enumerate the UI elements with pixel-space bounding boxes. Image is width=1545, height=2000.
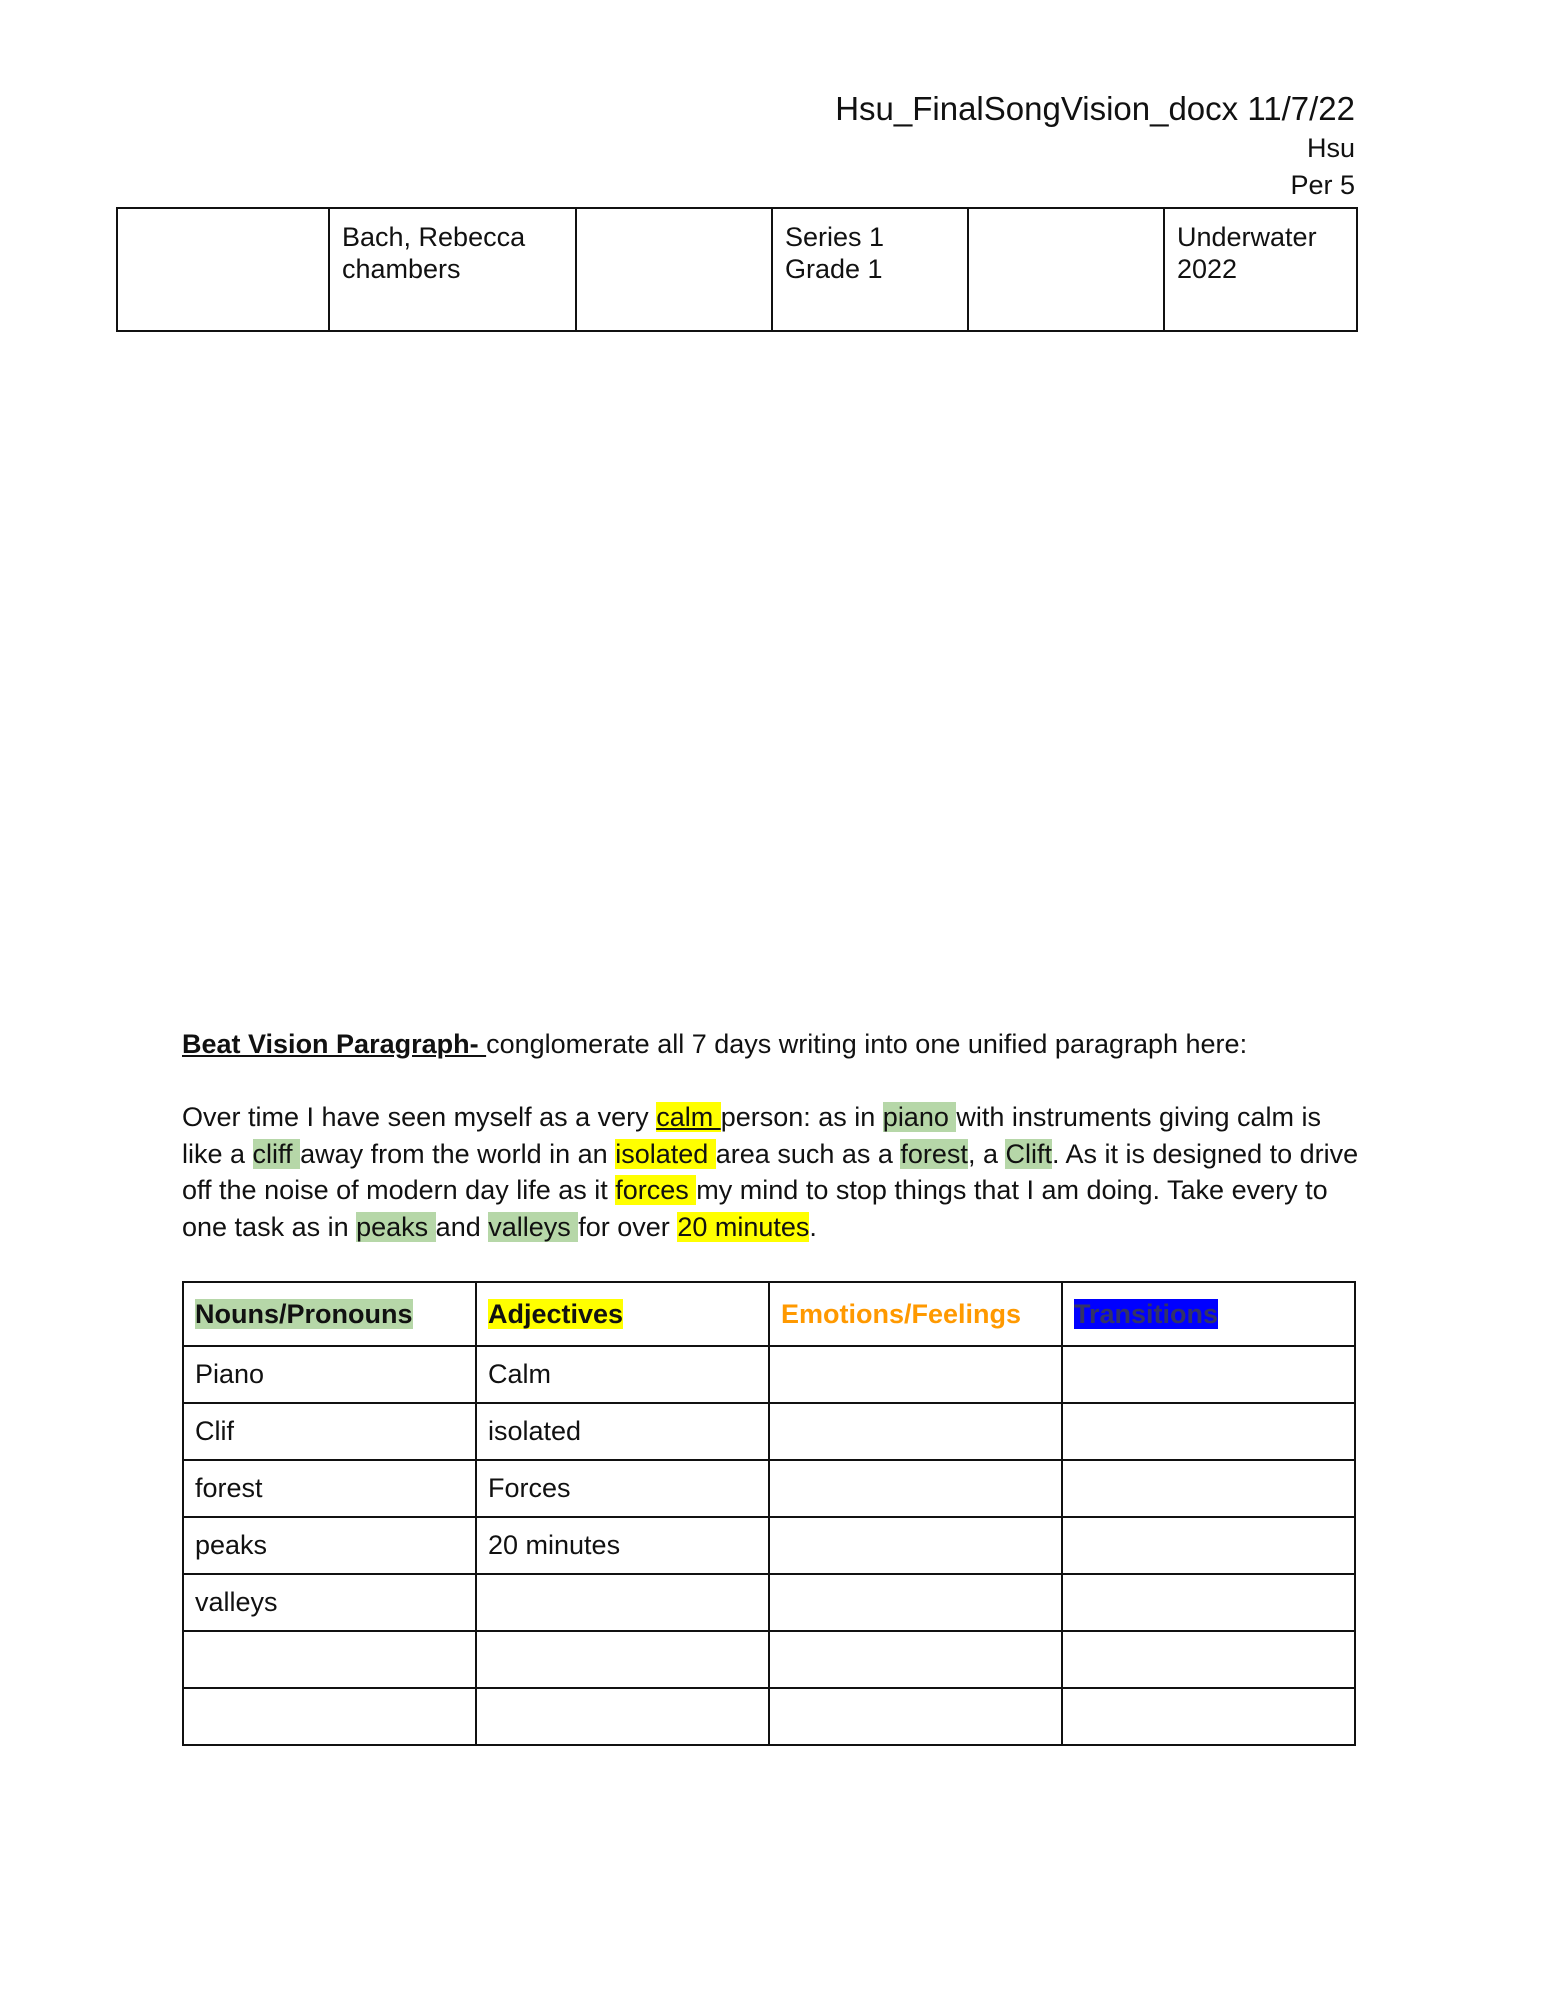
paragraph-text: for over — [578, 1211, 678, 1242]
table-row — [183, 1574, 1355, 1631]
table-cell — [769, 1403, 1062, 1460]
paragraph-text: area such as a — [715, 1138, 901, 1169]
info-cell-series: Series 1 Grade 1 — [772, 208, 968, 331]
table-cell — [476, 1574, 769, 1631]
table-cell — [1062, 1631, 1355, 1688]
header-transitions: Transitions — [1062, 1282, 1355, 1346]
table-cell: isolated — [476, 1403, 769, 1460]
table-cell — [1062, 1403, 1355, 1460]
table-cell — [769, 1346, 1062, 1403]
table-cell — [1062, 1517, 1355, 1574]
paragraph-text: with instruments giving calm is like a — [182, 1102, 1321, 1169]
highlighted-word: calm — [656, 1102, 721, 1132]
highlighted-word: valleys — [488, 1211, 579, 1242]
table-cell — [769, 1688, 1062, 1745]
header-nouns: Nouns/Pronouns — [183, 1282, 476, 1346]
word-table-body — [183, 1346, 1355, 1745]
info-table — [116, 207, 1358, 332]
highlighted-word: peaks — [356, 1211, 436, 1242]
highlighted-word: 20 minutes — [677, 1211, 810, 1242]
table-row — [183, 1631, 1355, 1688]
class-period: Per 5 — [1290, 170, 1355, 200]
info-cell — [117, 208, 329, 331]
paragraph-text: away from the world in an — [300, 1138, 616, 1169]
table-row — [183, 1403, 1355, 1460]
paragraph-text: person: as in — [720, 1102, 883, 1132]
header-emotions: Emotions/Feelings — [769, 1282, 1062, 1346]
vision-paragraph — [182, 1099, 1362, 1245]
paragraph-text: and — [435, 1211, 489, 1242]
section-instruction: conglomerate all 7 days writing into one unified paragraph here: — [486, 1029, 1248, 1059]
highlighted-word: Clift — [1005, 1138, 1052, 1169]
table-cell — [183, 1688, 476, 1745]
highlighted-word: forest — [900, 1138, 968, 1169]
table-cell — [476, 1688, 769, 1745]
table-cell: peaks — [183, 1517, 476, 1574]
paragraph-text: my mind to stop things that I am doing. Take every to one task as in — [182, 1175, 1328, 1242]
table-row — [183, 1517, 1355, 1574]
table-row — [183, 1346, 1355, 1403]
info-cell — [968, 208, 1164, 331]
table-cell — [769, 1631, 1062, 1688]
author-name: Hsu — [1306, 133, 1355, 163]
table-cell: valleys — [183, 1574, 476, 1631]
table-cell — [183, 1631, 476, 1688]
paragraph-text: Over time I have seen myself as a very — [182, 1102, 657, 1132]
table-cell — [1062, 1574, 1355, 1631]
info-cell-title: Underwater 2022 — [1164, 208, 1357, 331]
section-heading: Beat Vision Paragraph- — [182, 1029, 487, 1059]
table-cell: Calm — [476, 1346, 769, 1403]
highlighted-word: isolated — [615, 1138, 716, 1169]
info-row — [117, 208, 1357, 331]
table-cell: Piano — [183, 1346, 476, 1403]
highlighted-word: piano — [882, 1102, 957, 1132]
table-cell — [769, 1460, 1062, 1517]
highlighted-word: cliff — [252, 1138, 301, 1169]
table-cell: Forces — [476, 1460, 769, 1517]
table-cell: 20 minutes — [476, 1517, 769, 1574]
table-cell — [1062, 1688, 1355, 1745]
table-cell — [769, 1517, 1062, 1574]
table-cell — [1062, 1460, 1355, 1517]
table-cell — [476, 1631, 769, 1688]
info-cell — [576, 208, 772, 331]
word-table-header-row — [183, 1282, 1355, 1346]
table-cell: forest — [183, 1460, 476, 1517]
table-row — [183, 1460, 1355, 1517]
info-cell-name: Bach, Rebecca chambers — [329, 208, 576, 331]
paragraph-text: , a — [967, 1138, 1006, 1169]
highlighted-word: forces — [615, 1175, 697, 1205]
paragraph-text: . As it is designed to drive off the noise of modern day life as it — [182, 1138, 1359, 1205]
section-heading-line — [182, 1026, 1362, 1063]
table-cell — [1062, 1346, 1355, 1403]
table-row — [183, 1688, 1355, 1745]
document-title: Hsu_FinalSongVision_docx 11/7/22 — [835, 90, 1355, 127]
table-cell — [769, 1574, 1062, 1631]
header-adjectives: Adjectives — [476, 1282, 769, 1346]
table-cell: Clif — [183, 1403, 476, 1460]
paragraph-text: . — [809, 1211, 817, 1242]
word-table — [182, 1281, 1356, 1746]
